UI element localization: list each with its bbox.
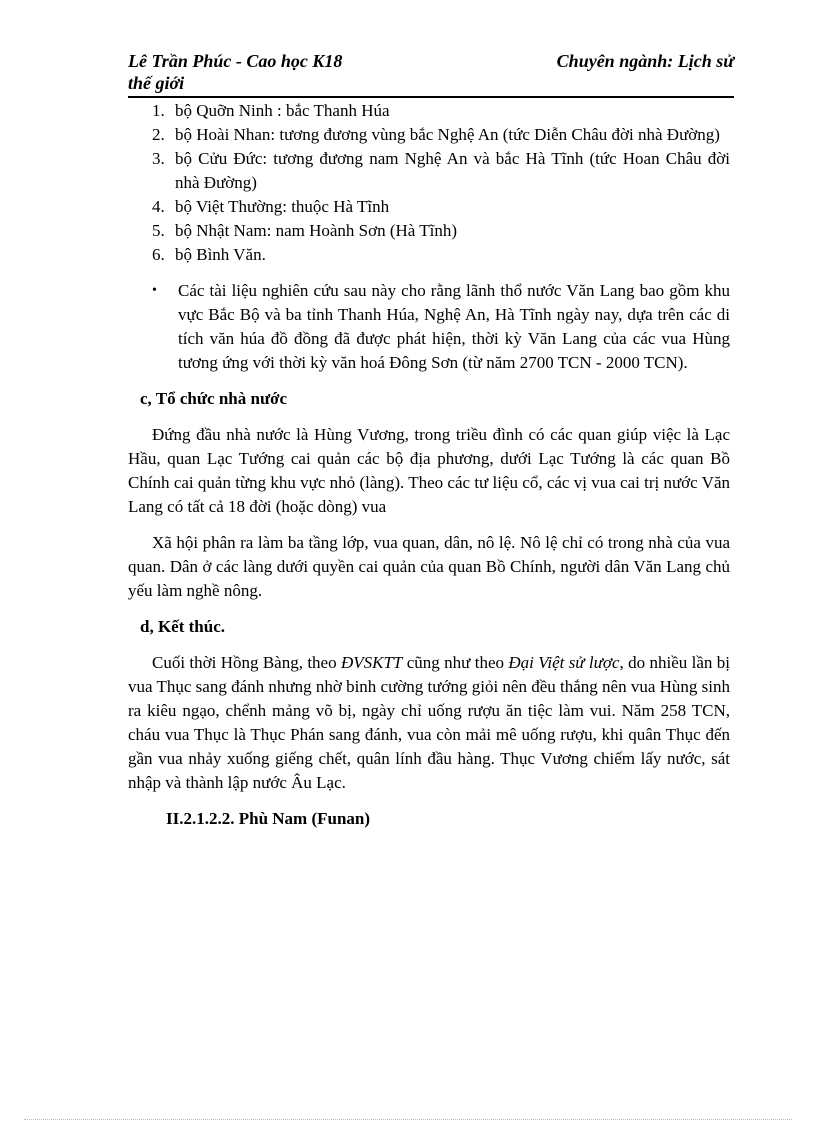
next-section-title: II.2.1.2.2. Phù Nam (Funan) bbox=[166, 809, 371, 828]
paragraph-text: Cuối thời Hồng Bàng, theo bbox=[152, 653, 341, 672]
paragraph-text: cũng như theo bbox=[402, 653, 509, 672]
list-item: 1. bộ Quỡn Ninh : bắc Thanh Húa bbox=[169, 99, 730, 123]
page-bottom-divider bbox=[24, 1119, 792, 1120]
bullet-text: Các tài liệu nghiên cứu sau này cho rằng lãnh thổ nước Văn Lang bao gồm khu vực Bắc Bộ và ba tỉnh Thanh Húa, Nghệ An, Hà Tĩnh ngày nay, dựa trên các di tích văn húa đồ đồng đã được phát hiện, thời kỳ Văn Lang của các vua Hùng tương ứng với thời kỳ văn hoá Đông Sơn (từ năm 2700 TCN - 2000 TCN). bbox=[178, 281, 730, 372]
list-item: 2. bộ Hoài Nhan: tương đương vùng bắc Nghệ An (tức Diễn Châu đời nhà Đường) bbox=[169, 123, 730, 147]
list-item: 6. bộ Bình Văn. bbox=[169, 243, 730, 267]
header-author: Lê Trần Phúc - Cao học K18 bbox=[128, 51, 343, 71]
paragraph-text: , do nhiều lần bị vua Thục sang đánh nhưng nhờ binh cường tướng giỏi nên đều thắng nên vua Hùng sinh ra kiêu ngạo, chểnh mảng võ bị, ngày chỉ uống rượu ăn tiệc làm vui. Năm 258 TCN, cháu vua Thục là Thục Phán sang đánh, vua còn mải mê uống rượu, khi quân Thục đến gần vua nhảy xuống giếng chết, quân lính đầu hàng. Thục Vương chiếm lấy nước, sát nhập và thành lập nước Âu Lạc. bbox=[128, 653, 730, 792]
bullet-paragraph bbox=[128, 279, 730, 375]
list-item: 5. bộ Nhật Nam: nam Hoành Sơn (Hà Tĩnh) bbox=[169, 219, 730, 243]
paragraph-ending bbox=[128, 651, 730, 795]
header-divider bbox=[128, 96, 734, 98]
document-body bbox=[128, 99, 730, 831]
paragraph: Xã hội phân ra làm ba tầng lớp, vua quan, dân, nô lệ. Nô lệ chỉ có trong nhà của vua quan. Dân ở các làng dưới quyền cai quản của quan Bồ Chính, người dân Văn Lang chủ yếu làm nghề nông. bbox=[128, 533, 730, 600]
section-heading-organization: c, Tổ chức nhà nước bbox=[140, 389, 288, 408]
header-major-continuation: thế giới bbox=[128, 73, 185, 93]
list-item: 4. bộ Việt Thường: thuộc Hà Tĩnh bbox=[169, 195, 730, 219]
bullet-icon: • bbox=[152, 283, 157, 298]
source-title: Đại Việt sử lược bbox=[508, 653, 620, 672]
section-heading-ending: d, Kết thúc. bbox=[140, 617, 225, 636]
source-title: ĐVSKTT bbox=[340, 653, 403, 672]
regions-list bbox=[128, 99, 730, 267]
paragraph: Đứng đầu nhà nước là Hùng Vương, trong triều đình có các quan giúp việc là Lạc Hầu, quan Lạc Tướng cai quản các bộ địa phương, dưới Lạc Tướng là các quan Bồ Chính cai quản từng khu vực nhỏ (làng). Theo các tư liệu cổ, các vị vua cai trị nước Văn Lang có tất cả 18 đời (hoặc dòng) vua bbox=[128, 425, 730, 516]
page-header bbox=[128, 50, 734, 98]
header-major: Chuyên ngành: Lịch sử bbox=[556, 51, 734, 71]
list-item: 3. bộ Cửu Đức: tương đương nam Nghệ An và bắc Hà Tĩnh (tức Hoan Châu đời nhà Đường) bbox=[169, 147, 730, 195]
